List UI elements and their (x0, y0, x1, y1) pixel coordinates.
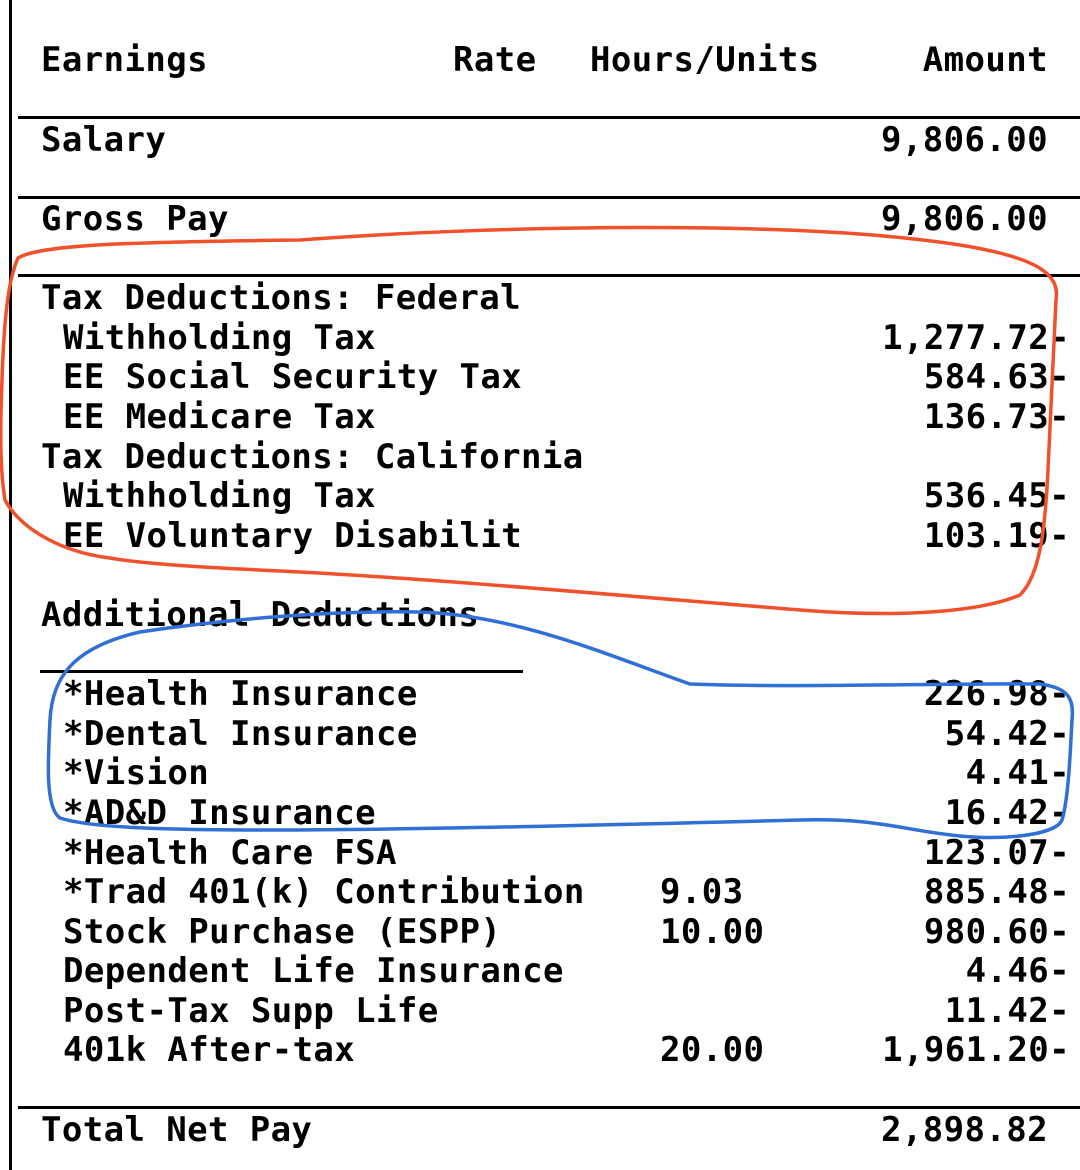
additional-item-row (0, 714, 1080, 754)
california-heading-row (0, 437, 1080, 477)
additional-item-amount: 11.42- (944, 991, 1070, 1031)
salary-row (0, 120, 1080, 160)
salary-label: Salary (41, 120, 167, 160)
california-item-amount: 536.45- (923, 476, 1070, 516)
additional-item-amount: 4.46- (965, 951, 1070, 991)
additional-item-label: 401k After-tax (63, 1030, 356, 1070)
federal-item-label: EE Medicare Tax (63, 397, 377, 437)
net-pay-amount: 2,898.82 (881, 1110, 1048, 1150)
federal-item-amount: 136.73- (923, 397, 1070, 437)
additional-item-amount: 4.41- (965, 753, 1070, 793)
gross-pay-label: Gross Pay (41, 199, 229, 239)
additional-item-row (0, 833, 1080, 873)
header-rate: Rate (453, 40, 537, 80)
additional-item-rate: 9.03 (660, 872, 744, 912)
additional-item-label: *Health Insurance (63, 674, 418, 714)
additional-heading-row (0, 595, 1080, 635)
additional-item-row (0, 872, 1080, 912)
header-amount: Amount (922, 40, 1048, 80)
additional-underline (40, 670, 523, 673)
federal-item-row (0, 318, 1080, 358)
california-item-label: EE Voluntary Disabilit (63, 516, 523, 556)
additional-item-label: *Health Care FSA (63, 833, 397, 873)
federal-item-amount: 584.63- (923, 357, 1070, 397)
gross-pay-amount: 9,806.00 (881, 199, 1048, 239)
additional-item-row (0, 951, 1080, 991)
additional-item-row (0, 1030, 1080, 1070)
additional-item-label: Stock Purchase (ESPP) (63, 912, 502, 952)
additional-item-label: *Vision (63, 753, 210, 793)
additional-item-label: *AD&D Insurance (63, 793, 377, 833)
additional-item-amount: 123.07- (923, 833, 1070, 873)
header-row (0, 40, 1080, 80)
federal-item-amount: 1,277.72- (882, 318, 1070, 358)
federal-item-label: EE Social Security Tax (63, 357, 523, 397)
divider (18, 116, 1080, 119)
california-item-row (0, 476, 1080, 516)
additional-item-label: *Dental Insurance (63, 714, 418, 754)
federal-heading: Tax Deductions: Federal (41, 278, 522, 318)
header-earnings: Earnings (41, 40, 208, 80)
california-item-amount: 103.19- (923, 516, 1070, 556)
additional-item-label: Dependent Life Insurance (63, 951, 564, 991)
federal-item-row (0, 397, 1080, 437)
additional-item-amount: 54.42- (944, 714, 1070, 754)
divider (18, 1106, 1080, 1109)
net-pay-row (0, 1110, 1080, 1150)
additional-item-amount: 1,961.20- (882, 1030, 1070, 1070)
california-item-label: Withholding Tax (63, 476, 377, 516)
federal-item-label: Withholding Tax (63, 318, 377, 358)
net-pay-label: Total Net Pay (41, 1110, 313, 1150)
california-item-row (0, 516, 1080, 556)
additional-item-row (0, 753, 1080, 793)
federal-heading-row (0, 278, 1080, 318)
additional-item-rate: 10.00 (660, 912, 765, 952)
additional-item-amount: 980.60- (923, 912, 1070, 952)
additional-heading: Additional Deductions (41, 595, 480, 635)
additional-item-amount: 226.98- (923, 674, 1070, 714)
additional-item-label: *Trad 401(k) Contribution (63, 872, 585, 912)
additional-item-amount: 885.48- (923, 872, 1070, 912)
federal-item-row (0, 357, 1080, 397)
additional-item-row (0, 912, 1080, 952)
additional-item-rate: 20.00 (660, 1030, 765, 1070)
salary-amount: 9,806.00 (881, 120, 1048, 160)
additional-item-amount: 16.42- (944, 793, 1070, 833)
divider (18, 274, 1080, 277)
additional-item-label: Post-Tax Supp Life (63, 991, 439, 1031)
additional-item-row (0, 674, 1080, 714)
additional-item-row (0, 793, 1080, 833)
california-heading: Tax Deductions: California (41, 437, 584, 477)
header-hours: Hours/Units (590, 40, 820, 80)
gross-pay-row (0, 199, 1080, 239)
additional-item-row (0, 991, 1080, 1031)
